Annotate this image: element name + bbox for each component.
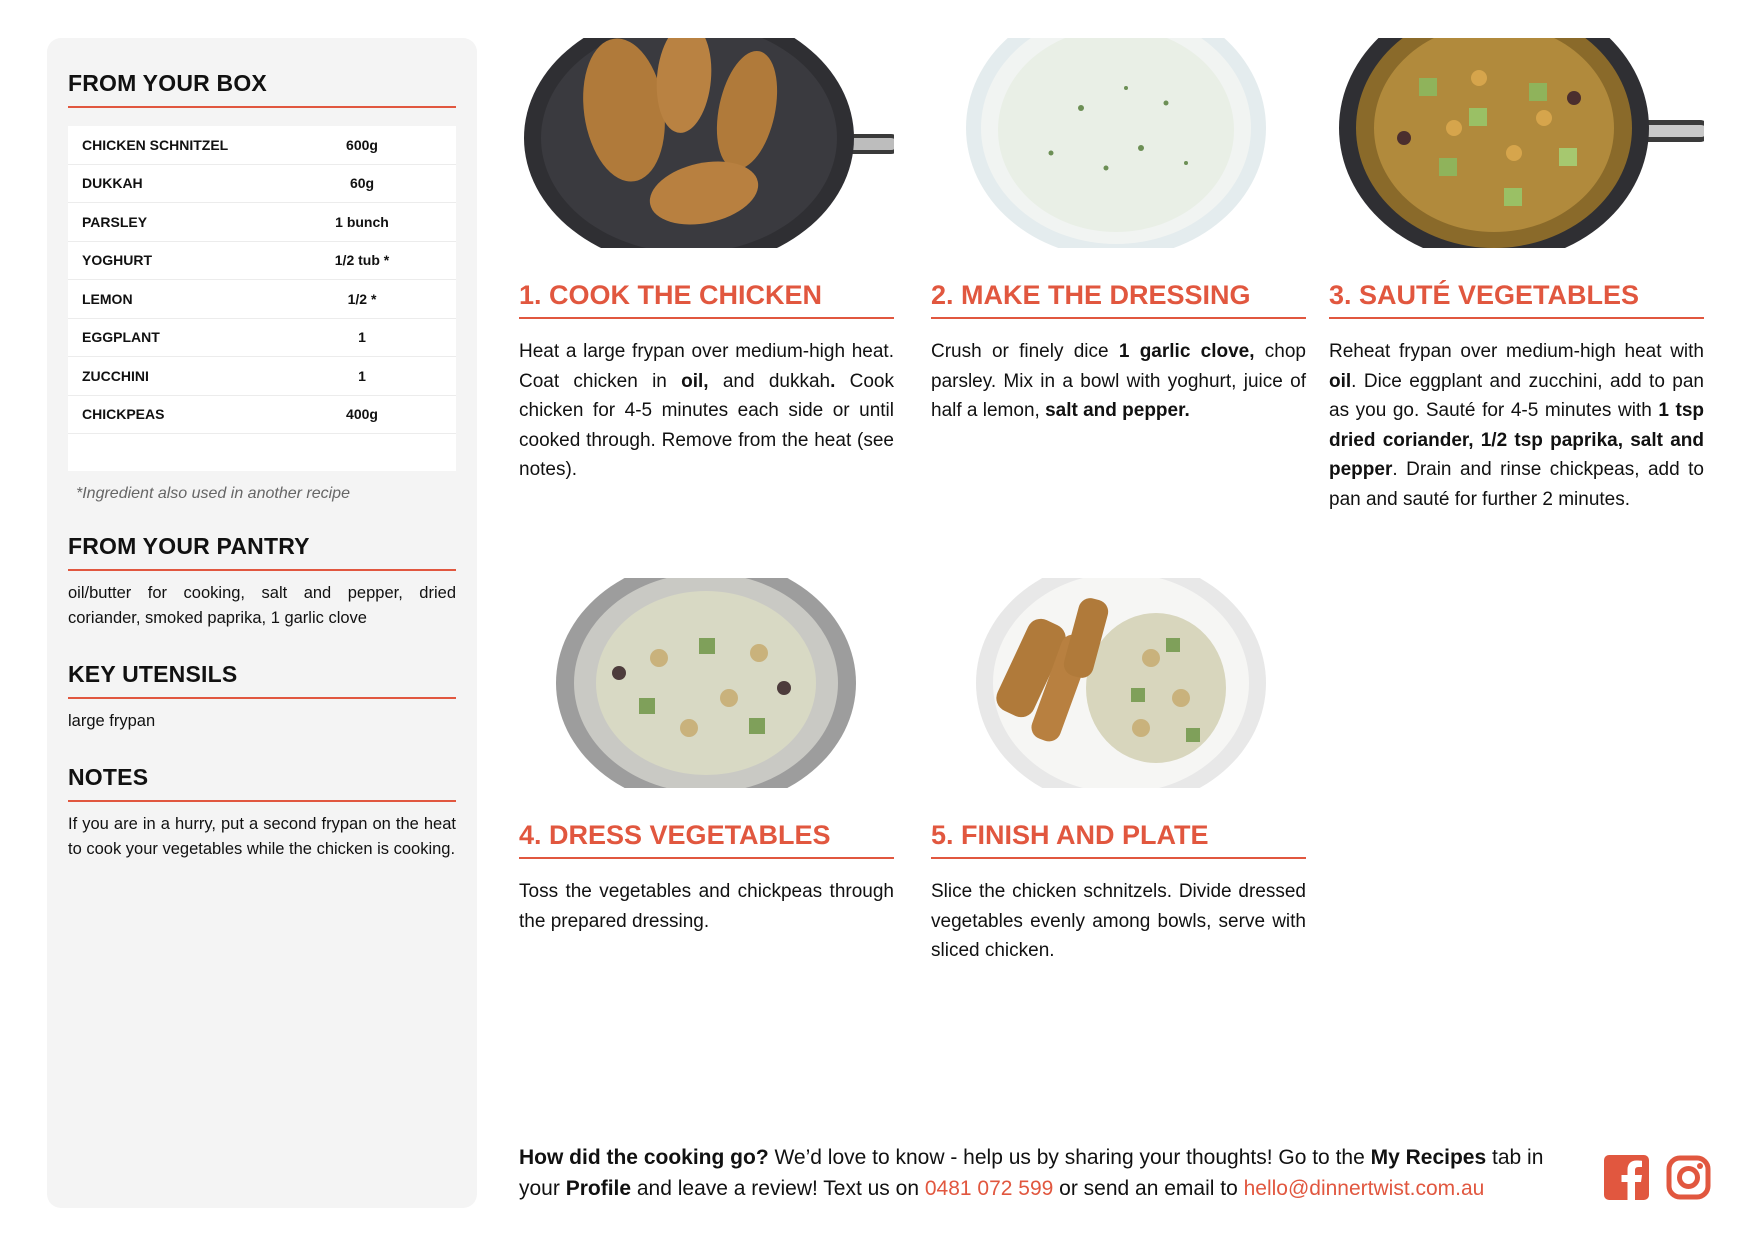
step-4-photo xyxy=(519,578,894,788)
ingredient-qty: 1/2 tub * xyxy=(334,252,390,269)
step-2 xyxy=(931,38,1306,426)
step-2-title: 2. MAKE THE DRESSING xyxy=(931,280,1306,319)
my-recipes-link[interactable]: My Recipes xyxy=(1370,1146,1487,1169)
step-1-title: 1. COOK THE CHICKEN xyxy=(519,280,894,319)
facebook-link[interactable] xyxy=(1604,1155,1649,1200)
ingredient-name: EGGPLANT xyxy=(82,329,160,346)
notes-text: If you are in a hurry, put a second frypan on the heat to cook your vegetables while the chicken is cooking. xyxy=(68,815,456,858)
utensils-section xyxy=(68,661,456,734)
facebook-icon[interactable] xyxy=(1604,1155,1649,1200)
step-3-title: 3. SAUTÉ VEGETABLES xyxy=(1329,280,1704,319)
ingredient-row xyxy=(68,203,456,242)
instagram-link[interactable] xyxy=(1666,1155,1711,1200)
email-link[interactable]: hello@dinnertwist.com.au xyxy=(1243,1177,1485,1200)
step-5-photo xyxy=(931,578,1306,788)
step-3 xyxy=(1329,38,1704,514)
ingredient-name: DUKKAH xyxy=(82,175,143,192)
ingredient-row-empty xyxy=(68,434,456,471)
ingredient-name: LEMON xyxy=(82,290,133,307)
ingredient-qty: 400g xyxy=(346,406,378,423)
ingredient-qty: 600g xyxy=(346,136,378,153)
step-5-text: Slice the chicken schnitzels. Divide dressed vegetables evenly among bowls, serve with sliced chicken. xyxy=(931,881,1306,961)
ingredient-qty: 1 bunch xyxy=(335,213,389,230)
phone-link[interactable]: 0481 072 599 xyxy=(924,1177,1054,1200)
ingredient-name: ZUCCHINI xyxy=(82,367,149,384)
key-utensils-heading: KEY UTENSILS xyxy=(68,661,456,699)
ingredient-qty: 1 xyxy=(358,367,366,384)
from-your-pantry-heading: FROM YOUR PANTRY xyxy=(68,533,456,571)
ingredient-name: CHICKEN SCHNITZEL xyxy=(82,136,229,153)
step-4 xyxy=(519,578,894,936)
footer-question: How did the cooking go? xyxy=(519,1146,769,1169)
ingredient-row xyxy=(68,165,456,204)
ingredient-qty: 60g xyxy=(349,175,375,192)
step-1-text: Heat a large frypan over medium-high heat. Coat chicken in oil, and dukkah. Cook chicken for 4-5 minutes each side or until cooked through. Remove from the heat (see notes). xyxy=(519,341,894,480)
notes-section xyxy=(68,764,456,862)
step-5 xyxy=(931,578,1306,966)
step-3-text: Reheat frypan over medium-high heat with oil. Dice eggplant and zucchini, add to pan as you go. Sauté for 4-5 minutes with 1 tsp dried coriander, 1/2 tsp paprika, salt and pepper. Drain and rinse chickpeas, add to pan and sauté for further 2 minutes. xyxy=(1329,341,1704,510)
ingredient-name: CHICKPEAS xyxy=(82,406,165,423)
sidebar xyxy=(47,38,477,1208)
feedback-footer: How did the cooking go? We’d love to know - help us by sharing your thoughts! Go to the My Recipes tab in your Profile and leave a review! Text us on 0481 072 599 or send an email to hello@dinnertwist.com.au xyxy=(519,1146,1544,1200)
ingredient-qty: 1 xyxy=(358,329,366,346)
step-4-title: 4. DRESS VEGETABLES xyxy=(519,820,894,859)
step-3-photo xyxy=(1329,38,1704,248)
step-5-title: 5. FINISH AND PLATE xyxy=(931,820,1306,859)
ingredient-row xyxy=(68,319,456,358)
ingredient-row xyxy=(68,126,456,165)
ingredient-row xyxy=(68,357,456,396)
ingredient-row xyxy=(68,396,456,435)
ingredient-note: *Ingredient also used in another recipe xyxy=(76,485,350,502)
ingredient-name: YOGHURT xyxy=(82,252,152,269)
step-2-text: Crush or finely dice 1 garlic clove, chop parsley. Mix in a bowl with yoghurt, juice of half a lemon, salt and pepper. xyxy=(931,341,1306,421)
utensils-text: large frypan xyxy=(68,712,156,730)
profile-link[interactable]: Profile xyxy=(565,1177,632,1200)
pantry-section xyxy=(68,533,456,631)
instagram-icon[interactable] xyxy=(1666,1155,1711,1200)
from-your-box-heading: FROM YOUR BOX xyxy=(68,70,456,108)
step-1-photo xyxy=(519,38,894,248)
ingredient-name: PARSLEY xyxy=(82,213,148,230)
ingredient-table xyxy=(68,126,456,471)
pantry-text: oil/butter for cooking, salt and pepper, dried coriander, smoked paprika, 1 garlic clove xyxy=(68,584,456,627)
ingredient-qty: 1/2 * xyxy=(347,290,377,307)
ingredient-row xyxy=(68,280,456,319)
step-4-text: Toss the vegetables and chickpeas through the prepared dressing. xyxy=(519,881,894,932)
step-1 xyxy=(519,38,894,485)
notes-heading: NOTES xyxy=(68,764,456,802)
step-2-photo xyxy=(931,38,1306,248)
ingredient-row xyxy=(68,242,456,281)
